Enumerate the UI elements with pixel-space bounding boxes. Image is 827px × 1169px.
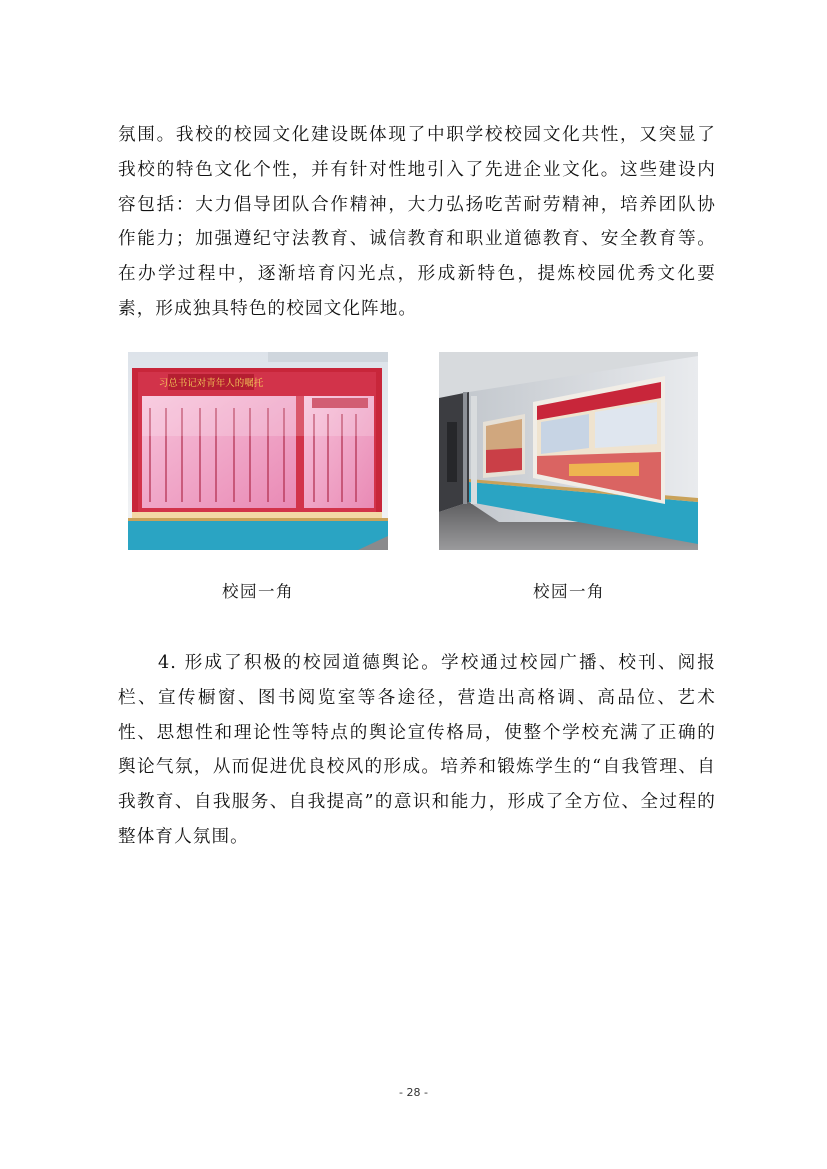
corridor-image bbox=[439, 352, 698, 550]
campus-board-image bbox=[128, 352, 388, 550]
campus-photo-right bbox=[439, 352, 698, 550]
page-number: - 28 - bbox=[399, 1086, 428, 1099]
photo-caption-left: 校园一角 bbox=[222, 582, 294, 601]
body-paragraph-1: 氛围。我校的校园文化建设既体现了中职学校校园文化共性，又突显了我校的特色文化个性，并有针对性地引入了先进企业文化。这些建设内容包括：大力倡导团队合作精神，大力弘扬吃苦耐劳精神，培养团队协作能力；加强遵纪守法教育、诚信教育和职业道德教育、安全教育等。在办学过程中，逐渐培育闪光点，形成新特色，提炼校园优秀文化要素，形成独具特色的校园文化阵地。 bbox=[118, 125, 716, 319]
photo-caption-right: 校园一角 bbox=[533, 582, 605, 601]
campus-photo-left bbox=[128, 352, 388, 550]
board-title: 习总书记对青年人的嘱托 bbox=[158, 378, 264, 389]
body-paragraph-2: 4. 形成了积极的校园道德舆论。学校通过校园广播、校刊、阅报栏、宣传橱窗、图书阅览室等各途径，营造出高格调、高品位、艺术性、思想性和理论性等特点的舆论宣传格局，使整个学校充满了正确的舆论气氛，从而促进优良校风的形成。培养和锻炼学生的“自我管理、自我教育、自我服务、自我提高”的意识和能力，形成了全方位、全过程的整体育人氛围。 bbox=[118, 653, 716, 847]
